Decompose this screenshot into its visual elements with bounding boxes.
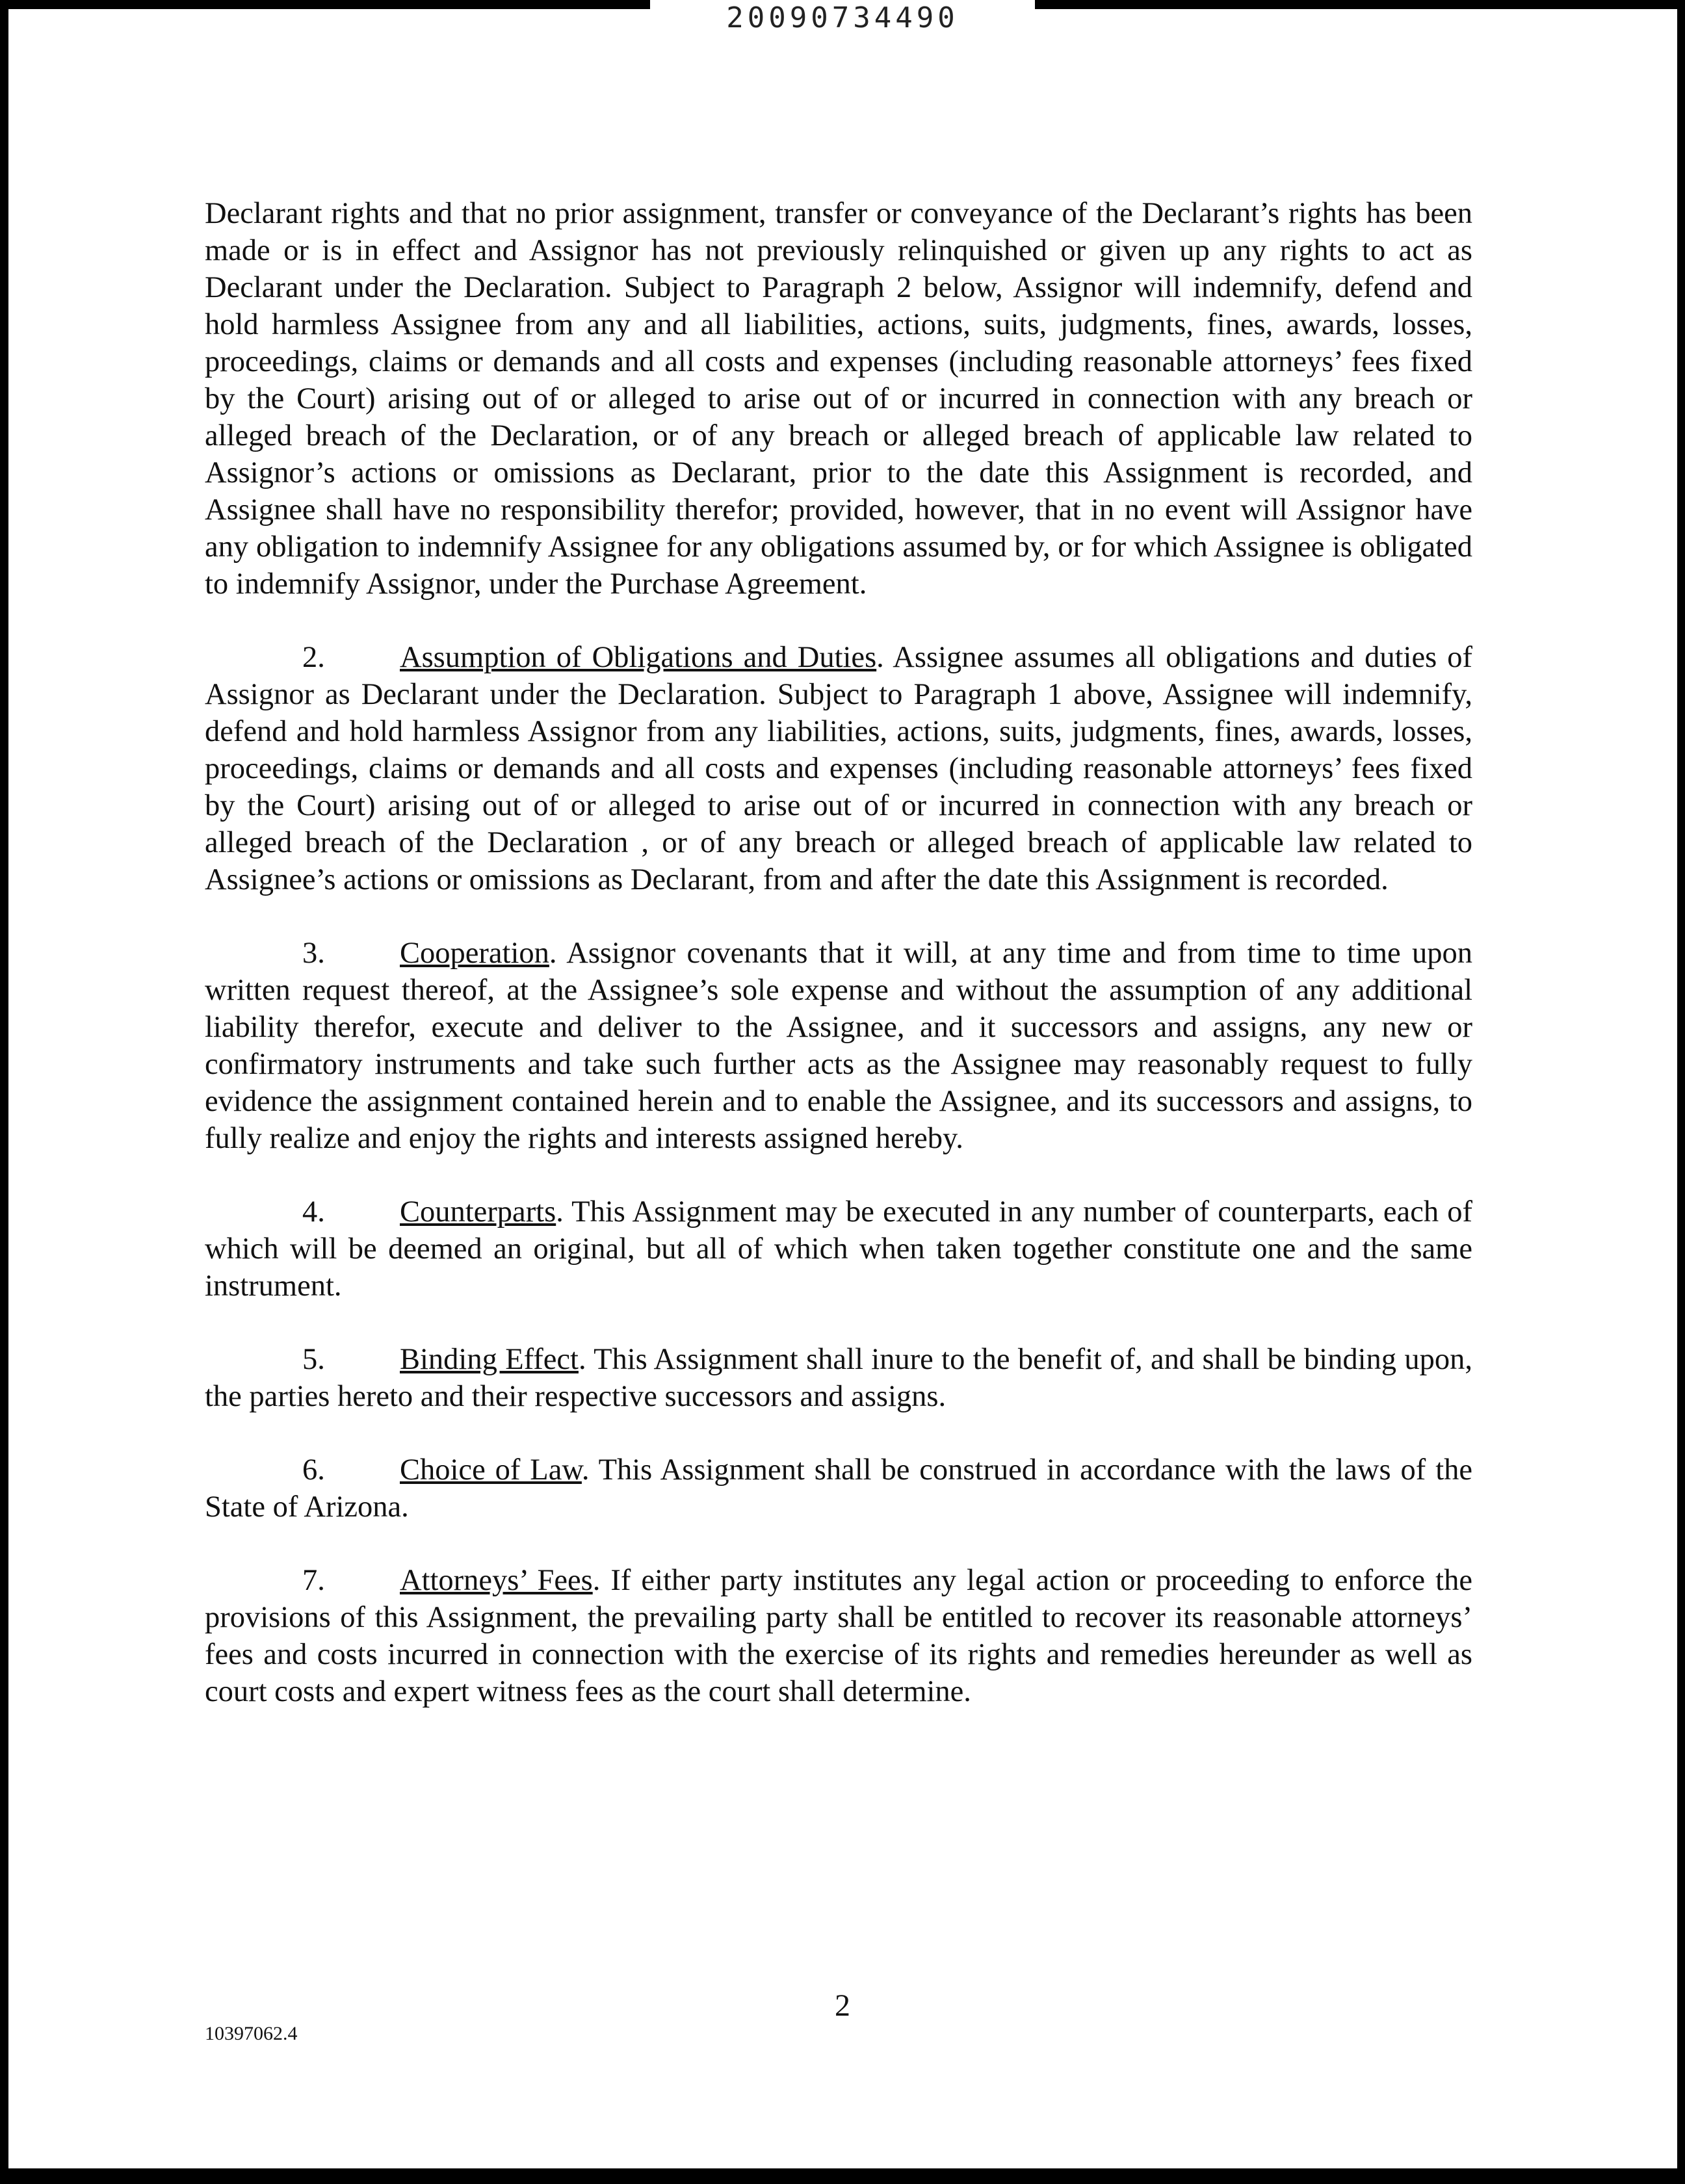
section-text: . Assignor covenants that it will, at any time and from time to time upon written request thereof, at the Assignee’s sole expense and without the assumption of any additional liability therefor, execute and deliver to the Assignee, and it successors and assigns, any new or confirmatory instruments and take such further acts as the Assignee may reasonably request to fully evidence the assignment contained herein and to enable the Assignee, and its successors and assigns, to fully realize and enjoy the rights and interests assigned hereby. — [205, 937, 1472, 1155]
recording-number: 20090734490 — [726, 1, 959, 34]
section-7 — [205, 1562, 1472, 1710]
section-heading: Assumption of Obligations and Duties — [400, 641, 877, 674]
section-heading: Choice of Law — [400, 1453, 582, 1487]
section-2 — [205, 639, 1472, 898]
document-body — [205, 195, 1472, 1747]
section-text: . If either party institutes any legal action or proceeding to enforce the provisions of this Assignment, the prevailing party shall be entitled to recover its reasonable attorneys’ fees and costs incurred in connection with the exercise of its rights and remedies hereunder as well as court costs and expert witness fees as the court shall determine. — [205, 1564, 1472, 1708]
section-5 — [205, 1341, 1472, 1415]
section-heading: Counterparts — [400, 1195, 556, 1228]
section-text: . This Assignment shall inure to the benefit of, and shall be binding upon, the parties hereto and their respective successors and assigns. — [205, 1343, 1472, 1413]
section-6 — [205, 1451, 1472, 1526]
section-number: 7. — [302, 1564, 325, 1597]
section-number: 3. — [302, 937, 325, 970]
page-number: 2 — [835, 1988, 850, 2023]
section-number: 4. — [302, 1195, 325, 1228]
scan-border-bottom — [0, 2168, 1685, 2184]
section-text: . This Assignment shall be construed in accordance with the laws of the State of Arizona. — [205, 1453, 1472, 1524]
section-number: 2. — [302, 641, 325, 674]
section-heading: Binding Effect — [400, 1343, 579, 1376]
section-text: . Assignee assumes all obligations and duties of Assignor as Declarant under the Declaration. Subject to Paragraph 1 above, Assignee will indemnify, defend and hold harmless Assignor from any liabilities, actions, suits, judgments, fines, awards, losses, proceedings, claims or demands and all costs and expenses (including reasonable attorneys’ fees fixed by the Court) arising out of or alleged to arise out of or incurred in connection with any breach or alleged breach of the Declaration , or of any breach or alleged breach of applicable law related to Assignee’s actions or omissions as Declarant, from and after the date this Assignment is recorded. — [205, 641, 1472, 896]
section-3 — [205, 935, 1472, 1157]
section-number: 6. — [302, 1453, 325, 1487]
scan-border-right — [1677, 0, 1685, 2184]
section-4 — [205, 1193, 1472, 1305]
section-text: . This Assignment may be executed in any number of counterparts, each of which will be deemed an original, but all of which when taken together constitute one and the same instrument. — [205, 1195, 1472, 1303]
section-heading: Attorneys’ Fees — [400, 1564, 593, 1597]
scan-border-left — [0, 0, 8, 2184]
opening-paragraph: Declarant rights and that no prior assignment, transfer or conveyance of the Declarant’s rights has been made or is in effect and Assignor has not previously relinquished or given up any rights to act as Declarant under the Declaration. Subject to Paragraph 2 below, Assignor will indemnify, defend and hold harmless Assignee from any and all liabilities, actions, suits, judgments, fines, awards, losses, proceedings, claims or demands and all costs and expenses (including reasonable attorneys’ fees fixed by the Court) arising out of or alleged to arise out of or incurred in connection with any breach or alleged breach of the Declaration, or of any breach or alleged breach of applicable law related to Assignor’s actions or omissions as Declarant, prior to the date this Assignment is recorded, and Assignee shall have no responsibility therefor; provided, however, that in no event will Assignor have any obligation to indemnify Assignee for any obligations assumed by, or for which Assignee is obligated to indemnify Assignor, under the Purchase Agreement. — [205, 197, 1472, 601]
section-heading: Cooperation — [400, 937, 549, 970]
document-id: 10397062.4 — [205, 2023, 298, 2044]
section-number: 5. — [302, 1343, 325, 1376]
